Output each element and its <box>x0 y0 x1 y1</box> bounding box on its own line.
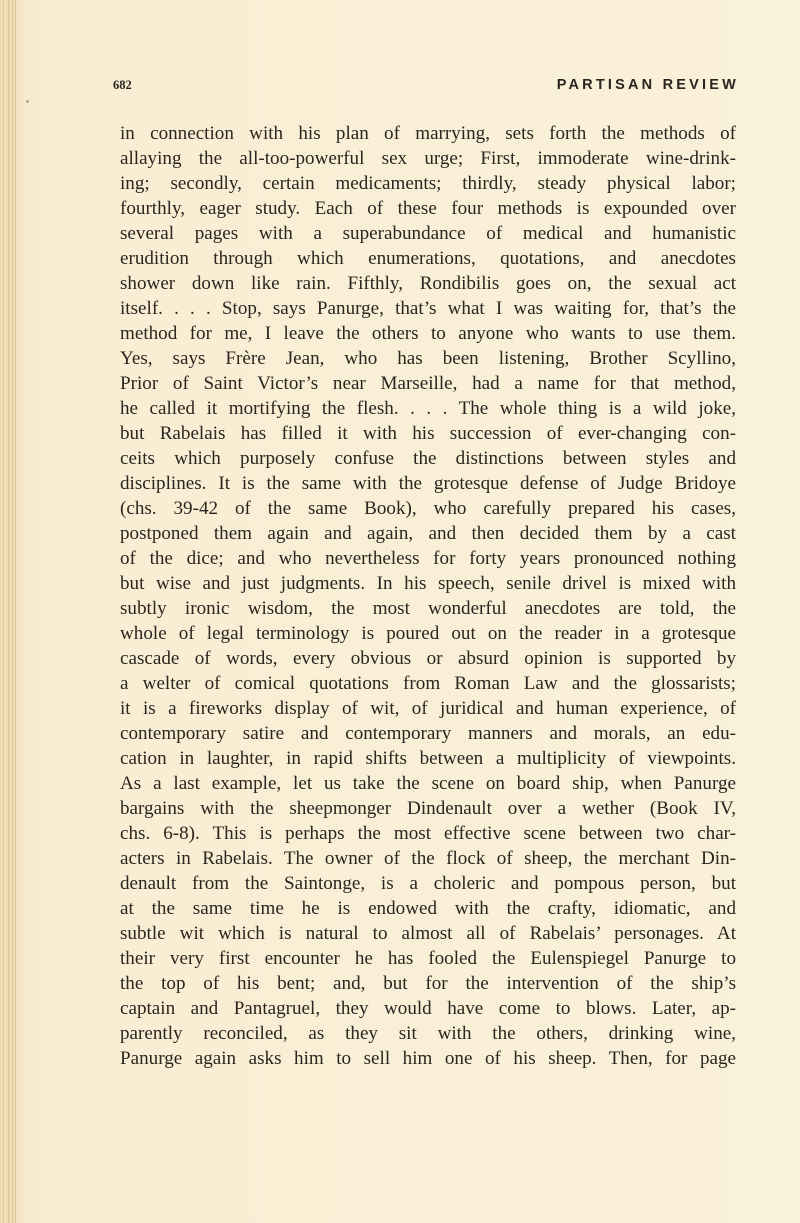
text-line: cation in laughter, in rapid shifts between a multiplicity of viewpoints. <box>120 748 736 769</box>
text-line: Prior of Saint Victor’s near Marseille, had a name for that method, <box>120 373 736 394</box>
text-line: he called it mortifying the flesh. . . . The whole thing is a wild joke, <box>120 398 736 419</box>
text-line: itself. . . . Stop, says Panurge, that’s what I was waiting for, that’s the <box>120 298 736 319</box>
text-line: Yes, says Frère Jean, who has been listening, Brother Scyllino, <box>120 348 736 369</box>
text-line: at the same time he is endowed with the crafty, idiomatic, and <box>120 898 736 919</box>
page-header <box>113 77 739 98</box>
text-line: it is a fireworks display of wit, of juridical and human experience, of <box>120 698 736 719</box>
text-line: shower down like rain. Fifthly, Rondibilis goes on, the sexual act <box>120 273 736 294</box>
running-head: PARTISAN REVIEW <box>556 77 739 93</box>
text-line: denault from the Saintonge, is a choleric and pompous person, but <box>120 873 736 894</box>
text-line: several pages with a superabundance of medical and humanistic <box>120 223 736 244</box>
text-line: cascade of words, every obvious or absurd opinion is supported by <box>120 648 736 669</box>
text-line: method for me, I leave the others to anyone who wants to use them. <box>120 323 736 344</box>
text-line: bargains with the sheepmonger Dindenault over a wether (Book IV, <box>120 798 736 819</box>
page-binding-edge <box>8 0 9 1223</box>
text-line: Panurge again asks him to sell him one of his sheep. Then, for page <box>120 1048 736 1069</box>
text-line: ceits which purposely confuse the distinctions between styles and <box>120 448 736 469</box>
text-line: (chs. 39-42 of the same Book), who carefully prepared his cases, <box>120 498 736 519</box>
text-line: contemporary satire and contemporary manners and morals, an edu- <box>120 723 736 744</box>
text-line: chs. 6-8). This is perhaps the most effective scene between two char- <box>120 823 736 844</box>
text-line: ing; secondly, certain medicaments; thirdly, steady physical labor; <box>120 173 736 194</box>
text-line: allaying the all-too-powerful sex urge; First, immoderate wine-drink- <box>120 148 736 169</box>
text-line: in connection with his plan of marrying, sets forth the methods of <box>120 123 736 144</box>
page-binding-edge <box>3 0 4 1223</box>
text-line: captain and Pantagruel, they would have come to blows. Later, ap- <box>120 998 736 1019</box>
text-line: but Rabelais has filled it with his succession of ever-changing con- <box>120 423 736 444</box>
text-line: As a last example, let us take the scene on board ship, when Panurge <box>120 773 736 794</box>
text-line: parently reconciled, as they sit with the others, drinking wine, <box>120 1023 736 1044</box>
paper-speck <box>26 100 29 103</box>
text-line: the top of his bent; and, but for the intervention of the ship’s <box>120 973 736 994</box>
text-line: subtly ironic wisdom, the most wonderful anecdotes are told, the <box>120 598 736 619</box>
text-line: acters in Rabelais. The owner of the flock of sheep, the merchant Din- <box>120 848 736 869</box>
text-line: disciplines. It is the same with the grotesque defense of Judge Bridoye <box>120 473 736 494</box>
body-text <box>120 121 736 1071</box>
page-number: 682 <box>113 78 132 92</box>
text-line: whole of legal terminology is poured out on the reader in a grotesque <box>120 623 736 644</box>
text-line: postponed them again and again, and then decided them by a cast <box>120 523 736 544</box>
page-binding-edge <box>12 0 13 1223</box>
text-line: erudition through which enumerations, quotations, and anecdotes <box>120 248 736 269</box>
text-line: a welter of comical quotations from Roman Law and the glossarists; <box>120 673 736 694</box>
text-line: subtle wit which is natural to almost all of Rabelais’ personages. At <box>120 923 736 944</box>
text-line: of the dice; and who nevertheless for forty years pronounced nothing <box>120 548 736 569</box>
text-line: but wise and just judgments. In his speech, senile drivel is mixed with <box>120 573 736 594</box>
page-binding-edge <box>15 0 16 1223</box>
text-line: fourthly, eager study. Each of these four methods is expounded over <box>120 198 736 219</box>
text-line: their very first encounter he has fooled the Eulenspiegel Panurge to <box>120 948 736 969</box>
